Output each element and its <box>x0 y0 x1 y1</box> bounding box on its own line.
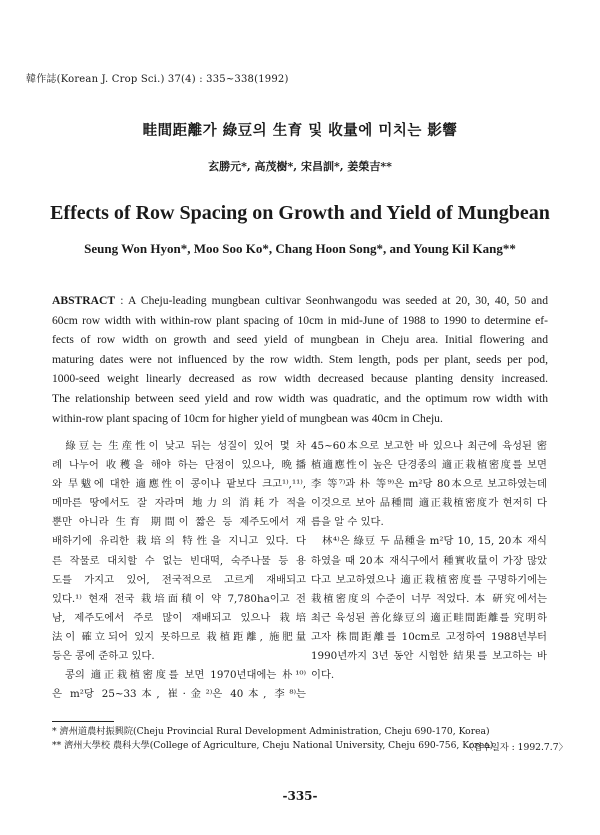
journal-citation: 韓作誌(Korean J. Crop Sci.) 37(4) : 335~338(1992) <box>26 74 289 85</box>
footnote-affiliation-2: ** 濟州大學校 農科大學(College of Agriculture, Cheju National University, Cheju 690-756, Korea) <box>52 740 494 751</box>
body-line: 이것으로 보아 品種間 適正栽植密度가 현저히 다 <box>311 497 547 510</box>
korean-authors: 玄勝元*, 高茂樹*, 宋昌訓*, 姜榮吉** <box>208 160 392 173</box>
body-line: 름을 알 수 있다. <box>311 516 384 529</box>
body-line: 하였을 때 20本 재식구에서 種實收量이 가장 많았 <box>311 554 547 567</box>
body-line: 植適應性이 높은 단경종의 適正栽植密度를 보면 <box>311 459 547 472</box>
body-line: 李 等⁷⁾과 朴 等⁹⁾은 m²당 80本으로 보고하였는데 <box>311 478 547 491</box>
page-number: -335- <box>282 789 318 803</box>
abstract-line: 60cm row width with within-row plant spacing of 10cm in mid-June of 1988 to 1990 to determine ef- <box>52 313 548 327</box>
footnote-affiliation-1: * 濟州道農村振興院(Cheju Provincial Rural Development Administration, Cheju 690-170, Korea) <box>52 726 490 737</box>
abstract <box>52 291 548 428</box>
body-line: 배하기에 유리한 栽培의 特性을 지니고 있다. 다 <box>52 535 306 548</box>
abstract-line: 1000-seed weight linearly decreased as row width decreased because planting density increased. <box>52 372 548 386</box>
body-line: 45~60本으로 보고한 바 있으나 최근에 육성된 密 <box>311 440 547 452</box>
abstract-line-1 <box>52 291 548 311</box>
body-line: 뿐만 아니라 生育 期間이 짧은 등 제주도에서 재 <box>52 516 306 529</box>
body-line: 등은 콩에 준하고 있다. <box>52 650 155 663</box>
abstract-line: fects of row width on growth and seed yield of mungbean in Cheju area. Initial flowering and <box>52 333 548 347</box>
body-line: 있다.¹⁾ 현재 전국 栽培面積이 약 7,780ha이고 전 <box>52 592 306 605</box>
received-date: 〈접수일자 : 1992.7.7〉 <box>464 742 568 753</box>
abstract-line-1-text: : A Cheju-leading mungbean cultivar Seonhwangodu was seeded at 20, 30, 40, 50 and <box>115 294 548 307</box>
body-line: 최근 육성된 善化綠豆의 適正畦間距離를 究明하 <box>311 611 547 624</box>
abstract-label: ABSTRACT <box>52 294 116 307</box>
body-line: 1990년까지 3년 동안 시험한 結果를 보고하는 바 <box>311 650 547 663</box>
footnote-divider <box>52 721 114 722</box>
english-authors: Seung Won Hyon*, Moo Soo Ko*, Chang Hoon Song*, and Young Kil Kang** <box>84 241 516 256</box>
body-line: 栽植密度의 수준이 너무 적었다. 本 硏究에서는 <box>311 592 547 605</box>
body-line: 林⁴⁾은 綠豆 두 品種을 m²당 10, 15, 20本 재식 <box>311 535 547 548</box>
body-line: 이다. <box>311 669 335 682</box>
english-title: Effects of Row Spacing on Growth and Yield of Mungbean <box>50 202 550 224</box>
body-line: 메마른 땅에서도 잘 자라며 地力의 消耗가 적을 <box>52 497 306 510</box>
body-line: 콩의 適正栽植密度를 보면 1970년대에는 朴¹⁰⁾ <box>52 669 306 682</box>
body-line: 와 旱魃에 대한 適應性이 콩이나 팥보다 크고¹⁾,¹¹⁾, <box>52 478 306 491</box>
abstract-line: The relationship between seed yield and row width was quadratic, and the optimum row width with <box>52 391 548 405</box>
abstract-line: within-row plant spacing of 10cm for higher yield of mungbean was 40cm in Cheju. <box>52 411 443 425</box>
body-line: 도를 가지고 있어, 전국적으로 고르게 재배되고 <box>52 573 306 586</box>
body-right-column <box>311 437 547 685</box>
abstract-line: maturing dates were not influenced by the row width. Stem length, pods per plant, seeds per pod, <box>52 352 548 366</box>
korean-title: 畦間距離가 綠豆의 生育 및 收量에 미치는 影響 <box>142 122 458 139</box>
body-left-column <box>52 437 306 704</box>
body-line: 法이 確立되어 있지 못하므로 栽植距離, 施肥量 <box>52 630 306 643</box>
body-line: 른 작물로 대치할 수 없는 빈대떡, 숙주나물 등 용 <box>52 554 306 567</box>
body-line: 남, 제주도에서 주로 많이 재배되고 있으나 栽培 <box>52 611 306 624</box>
body-line: 다고 보고하였으나 適正栽植密度를 구명하기에는 <box>311 573 547 586</box>
body-line: 綠豆는 生産性이 낮고 뒤는 성질이 있어 몇 차 <box>52 440 306 452</box>
body-line: 은 m²당 25~33本, 崔·金²⁾은 40本, 李⁸⁾는 <box>52 688 306 701</box>
body-line: 례 나누어 收穫을 해야 하는 단점이 있으나, 晩播 <box>52 459 306 472</box>
body-line: 고자 株間距離를 10cm로 고정하여 1988년부터 <box>311 630 547 643</box>
